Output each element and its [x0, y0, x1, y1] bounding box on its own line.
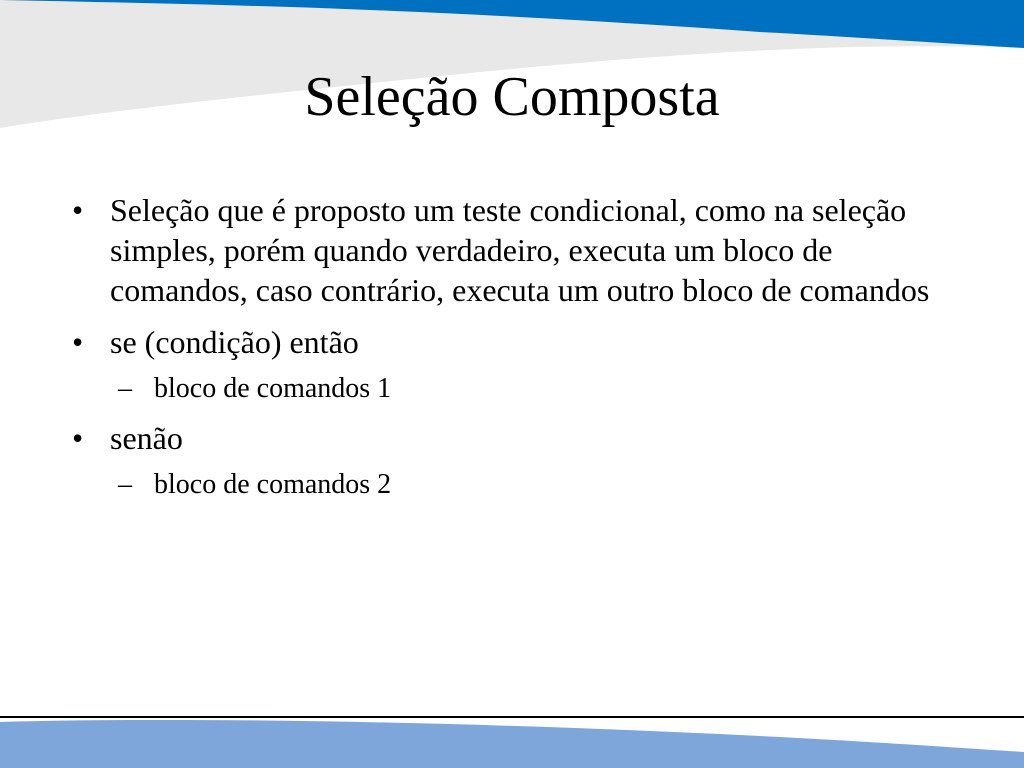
sub-bullet-item [72, 468, 972, 502]
bullet-marker: • [72, 192, 84, 228]
bullet-text: Seleção que é proposto um teste condicional, como na seleção simples, porém quando verdadeiro, executa um bloco de comandos, caso contrário, executa um outro bloco de comandos [110, 192, 930, 308]
bullet-marker: • [72, 324, 84, 360]
bottom-blue-band [0, 720, 1024, 768]
slide-title: Seleção Composta [304, 66, 720, 128]
sub-bullet-marker: – [118, 469, 132, 500]
sub-bullet-item [72, 372, 972, 406]
bullet-text: se (condição) então [110, 324, 359, 360]
bullet-item [72, 190, 972, 310]
sub-bullet-text: bloco de comandos 2 [154, 469, 392, 500]
bullet-item [72, 418, 972, 458]
sub-bullet-marker: – [118, 373, 132, 404]
bullet-marker: • [72, 420, 84, 456]
sub-bullet-text: bloco de comandos 1 [154, 373, 392, 404]
bullet-list [72, 190, 972, 514]
bullet-item [72, 322, 972, 362]
bullet-text: senão [110, 420, 183, 456]
